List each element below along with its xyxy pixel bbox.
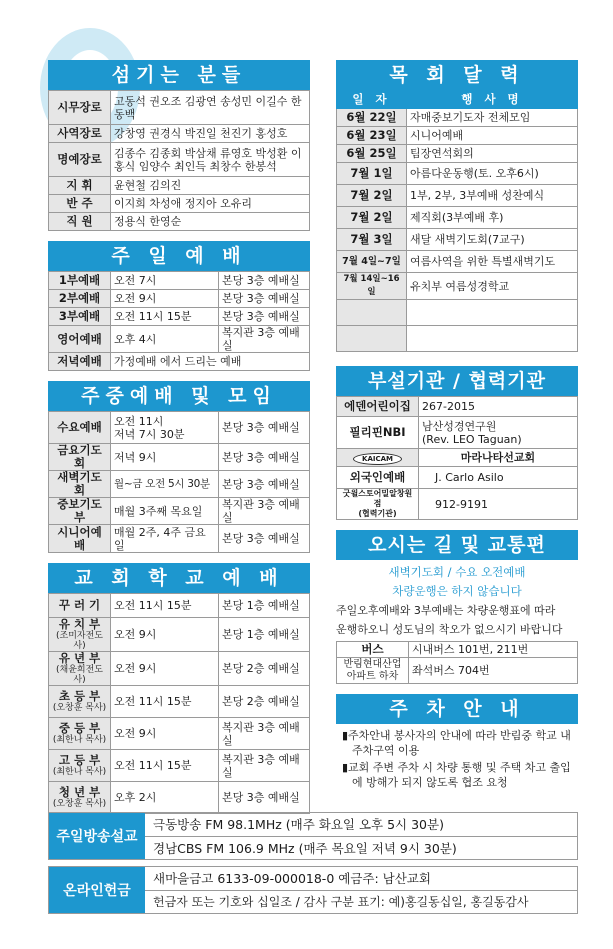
event-name: 아름다운동행(토. 오후6시) bbox=[407, 163, 578, 185]
events-col-event: 행 사 명 bbox=[407, 91, 578, 109]
dept-name: 청 년 부 (오창훈 목사) bbox=[49, 782, 111, 814]
dept-place: 본당 1층 예배실 bbox=[219, 618, 310, 652]
broadcast-label: 주일방송설교 bbox=[49, 813, 145, 859]
servant-names: 윤현철 김의진 bbox=[111, 177, 310, 195]
school-table bbox=[48, 593, 310, 814]
event-name: 1부, 2부, 3부예배 성찬예식 bbox=[407, 185, 578, 207]
dept-place: 본당 1층 예배실 bbox=[219, 594, 310, 618]
parking-notices bbox=[336, 724, 578, 790]
worship-place: 본당 3층 예배실 bbox=[219, 290, 310, 308]
dept-name: 유 년 부 (채윤희전도사) bbox=[49, 652, 111, 686]
dept-place: 복지관 3층 예배실 bbox=[219, 718, 310, 750]
worship-place: 본당 3층 예배실 bbox=[219, 272, 310, 290]
kaicam-logo: KAICAM bbox=[353, 453, 402, 465]
dept-place: 본당 2층 예배실 bbox=[219, 686, 310, 718]
weekday-section bbox=[48, 381, 310, 553]
servant-role: 시무장로 bbox=[49, 91, 111, 125]
worship-name: 2부예배 bbox=[49, 290, 111, 308]
directions-line1: 새벽기도회 / 수요 오전예배 bbox=[388, 565, 526, 579]
bus-table bbox=[336, 641, 578, 684]
dept-time: 오전 9시 bbox=[111, 652, 219, 686]
servant-names: 정용식 한영순 bbox=[111, 213, 310, 231]
event-date: 7월 1일 bbox=[337, 163, 407, 185]
events-title: 목 회 달 력 bbox=[336, 60, 578, 90]
dept-place: 본당 3층 예배실 bbox=[219, 782, 310, 814]
event-name: 제직회(3부예배 후) bbox=[407, 207, 578, 229]
event-date: 7월 4일~7일 bbox=[337, 251, 407, 273]
worship-name: 3부예배 bbox=[49, 308, 111, 326]
worship-place: 본당 3층 예배실 bbox=[219, 308, 310, 326]
meeting-time: 매월 2주, 4주 금요일 bbox=[111, 525, 219, 553]
meeting-name: 중보기도부 bbox=[49, 498, 111, 525]
directions-line4: 운행하오니 성도님의 착오가 없으시기 바랍니다 bbox=[336, 623, 563, 636]
event-date-empty bbox=[337, 300, 407, 326]
offering-label: 온라인헌금 bbox=[49, 867, 145, 913]
event-date-empty bbox=[337, 326, 407, 352]
weekday-title: 주중예배 및 모임 bbox=[48, 381, 310, 411]
affiliate-name bbox=[337, 449, 419, 467]
parking-item: ▮교회 주변 주차 시 차량 통행 및 주택 차고 출입에 방해가 되지 않도록 협조 요청 bbox=[342, 761, 571, 789]
servants-title: 섬기는 분들 bbox=[48, 60, 310, 90]
servant-names: 이지희 차성애 정지아 오유리 bbox=[111, 195, 310, 213]
event-date: 7월 3일 bbox=[337, 229, 407, 251]
dept-place: 본당 2층 예배실 bbox=[219, 652, 310, 686]
meeting-name: 금요기도회 bbox=[49, 444, 111, 471]
sunday-worship-section bbox=[48, 241, 310, 371]
offering-box bbox=[48, 866, 578, 914]
broadcast-box bbox=[48, 812, 578, 860]
meeting-name: 수요예배 bbox=[49, 412, 111, 444]
meeting-place: 본당 3층 예배실 bbox=[219, 412, 310, 444]
parking-title: 주 차 안 내 bbox=[336, 694, 578, 724]
broadcast-lines bbox=[145, 813, 577, 859]
servant-role: 사역장로 bbox=[49, 125, 111, 143]
dept-name: 고 등 부 (최한나 목사) bbox=[49, 750, 111, 782]
directions-title: 오시는 길 및 교통편 bbox=[336, 530, 578, 560]
event-date: 6월 22일 bbox=[337, 109, 407, 127]
servants-section bbox=[48, 60, 310, 231]
servant-role: 반 주 bbox=[49, 195, 111, 213]
worship-name: 영어예배 bbox=[49, 326, 111, 353]
events-table bbox=[336, 90, 578, 352]
parking-item: ▮주차안내 봉사자의 안내에 따라 반림중 학교 내 주차구역 이용 bbox=[342, 729, 571, 757]
directions-section bbox=[336, 530, 578, 684]
affiliate-name: 에덴어린이집 bbox=[337, 397, 419, 417]
event-name: 팀장연석회의 bbox=[407, 145, 578, 163]
parking-section bbox=[336, 694, 578, 790]
left-column bbox=[48, 60, 310, 824]
worship-name: 1부예배 bbox=[49, 272, 111, 290]
meeting-place: 본당 3층 예배실 bbox=[219, 471, 310, 498]
dept-time: 오전 9시 bbox=[111, 618, 219, 652]
sunday-worship-title: 주 일 예 배 bbox=[48, 241, 310, 271]
worship-time: 오전 11시 15분 bbox=[111, 308, 219, 326]
dept-name: 꾸 러 기 bbox=[49, 594, 111, 618]
affiliates-section bbox=[336, 366, 578, 520]
servant-names: 강창영 권경식 박진일 천진기 홍성호 bbox=[111, 125, 310, 143]
meeting-time: 오전 11시 저녁 7시 30분 bbox=[111, 412, 219, 444]
meeting-time: 매월 3주째 목요일 bbox=[111, 498, 219, 525]
broadcast-line: 경남CBS FM 106.9 MHz (매주 목요일 저녁 9시 30분) bbox=[145, 836, 577, 859]
bus-label: 버스 bbox=[337, 642, 409, 658]
affiliate-name: 굿윌스토어밀알창원점 (협력기관) bbox=[337, 489, 419, 520]
worship-place: 복지관 3층 예배실 bbox=[219, 326, 310, 353]
affiliate-info: 912-9191 bbox=[419, 489, 578, 520]
affiliate-info: 남산성경연구원 (Rev. LEO Taguan) bbox=[419, 417, 578, 449]
dept-time: 오전 9시 bbox=[111, 718, 219, 750]
servant-names: 고동석 권오조 김광연 송성민 이길수 한동백 bbox=[111, 91, 310, 125]
worship-time: 오후 4시 bbox=[111, 326, 219, 353]
events-col-date: 일 자 bbox=[337, 91, 407, 109]
meeting-name: 시니어예배 bbox=[49, 525, 111, 553]
event-name-empty bbox=[407, 326, 578, 352]
servants-table bbox=[48, 90, 310, 231]
dept-name: 유 치 부 (조미자전도사) bbox=[49, 618, 111, 652]
servant-names: 김종수 김종회 박삼채 류영호 박성환 이홍식 임양수 최인득 최창수 한봉석 bbox=[111, 143, 310, 177]
affiliate-name: 필리핀NBI bbox=[337, 417, 419, 449]
dept-time: 오후 2시 bbox=[111, 782, 219, 814]
bus-line1: 시내버스 101번, 211번 bbox=[409, 642, 578, 658]
servant-role: 직 원 bbox=[49, 213, 111, 231]
event-name: 여름사역을 위한 특별새벽기도 bbox=[407, 251, 578, 273]
worship-name: 저녁예배 bbox=[49, 353, 111, 371]
bus-stop-label: 반림현대산업 아파트 하차 bbox=[337, 658, 409, 684]
broadcast-line: 극동방송 FM 98.1MHz (매주 화요일 오후 5시 30분) bbox=[153, 817, 444, 832]
school-title: 교 회 학 교 예 배 bbox=[48, 563, 310, 593]
offering-line: 새마을금고 6133-09-000018-0 예금주: 남산교회 bbox=[153, 871, 431, 886]
offering-line: 헌금자 또는 기호와 십일조 / 감사 구분 표기: 예)홍길동십일, 홍길동감사 bbox=[145, 890, 577, 913]
affiliates-title: 부설기관 / 협력기관 bbox=[336, 366, 578, 396]
affiliate-info: J. Carlo Asilo bbox=[419, 467, 578, 489]
offering-lines bbox=[145, 867, 577, 913]
worship-time: 오전 9시 bbox=[111, 290, 219, 308]
evening-worship-desc: 가정예배 에서 드리는 예배 bbox=[111, 353, 310, 371]
meeting-place: 복지관 3층 예배실 bbox=[219, 498, 310, 525]
school-section bbox=[48, 563, 310, 814]
dept-time: 오전 11시 15분 bbox=[111, 750, 219, 782]
affiliate-info: 267-2015 bbox=[419, 397, 578, 417]
worship-time: 오전 7시 bbox=[111, 272, 219, 290]
right-column bbox=[336, 60, 578, 800]
dept-place: 복지관 3층 예배실 bbox=[219, 750, 310, 782]
event-date: 6월 25일 bbox=[337, 145, 407, 163]
affiliate-info: 마라나타선교회 bbox=[419, 449, 578, 467]
dept-time: 오전 11시 15분 bbox=[111, 594, 219, 618]
event-name: 유치부 여름성경학교 bbox=[407, 273, 578, 300]
bus-line2: 좌석버스 704번 bbox=[409, 658, 578, 684]
servant-role: 지 휘 bbox=[49, 177, 111, 195]
event-date: 7월 2일 bbox=[337, 207, 407, 229]
servant-role: 명예장로 bbox=[49, 143, 111, 177]
event-name: 새달 새벽기도회(7교구) bbox=[407, 229, 578, 251]
dept-time: 오전 11시 15분 bbox=[111, 686, 219, 718]
dept-name: 중 등 부 (최한나 목사) bbox=[49, 718, 111, 750]
meeting-time: 저녁 9시 bbox=[111, 444, 219, 471]
meeting-place: 본당 3층 예배실 bbox=[219, 444, 310, 471]
event-date: 6월 23일 bbox=[337, 127, 407, 145]
event-date: 7월 2일 bbox=[337, 185, 407, 207]
event-name: 시니어예배 bbox=[407, 127, 578, 145]
sunday-worship-table bbox=[48, 271, 310, 371]
meeting-name: 새벽기도회 bbox=[49, 471, 111, 498]
affiliate-name: 외국인예배 bbox=[337, 467, 419, 489]
meeting-time: 월~금 오전 5시 30분 bbox=[111, 471, 219, 498]
event-date: 7월 14일~16일 bbox=[337, 273, 407, 300]
directions-line2: 차량운행은 하지 않습니다 bbox=[392, 584, 522, 598]
directions-line3: 주일오후예배와 3부예배는 차량운행표에 따라 bbox=[336, 604, 556, 617]
meeting-place: 본당 3층 예배실 bbox=[219, 525, 310, 553]
events-section bbox=[336, 60, 578, 352]
event-name-empty bbox=[407, 300, 578, 326]
dept-name: 초 등 부 (오창훈 목사) bbox=[49, 686, 111, 718]
weekday-table bbox=[48, 411, 310, 553]
affiliates-table bbox=[336, 396, 578, 520]
event-name: 자매중보기도자 전체모임 bbox=[407, 109, 578, 127]
